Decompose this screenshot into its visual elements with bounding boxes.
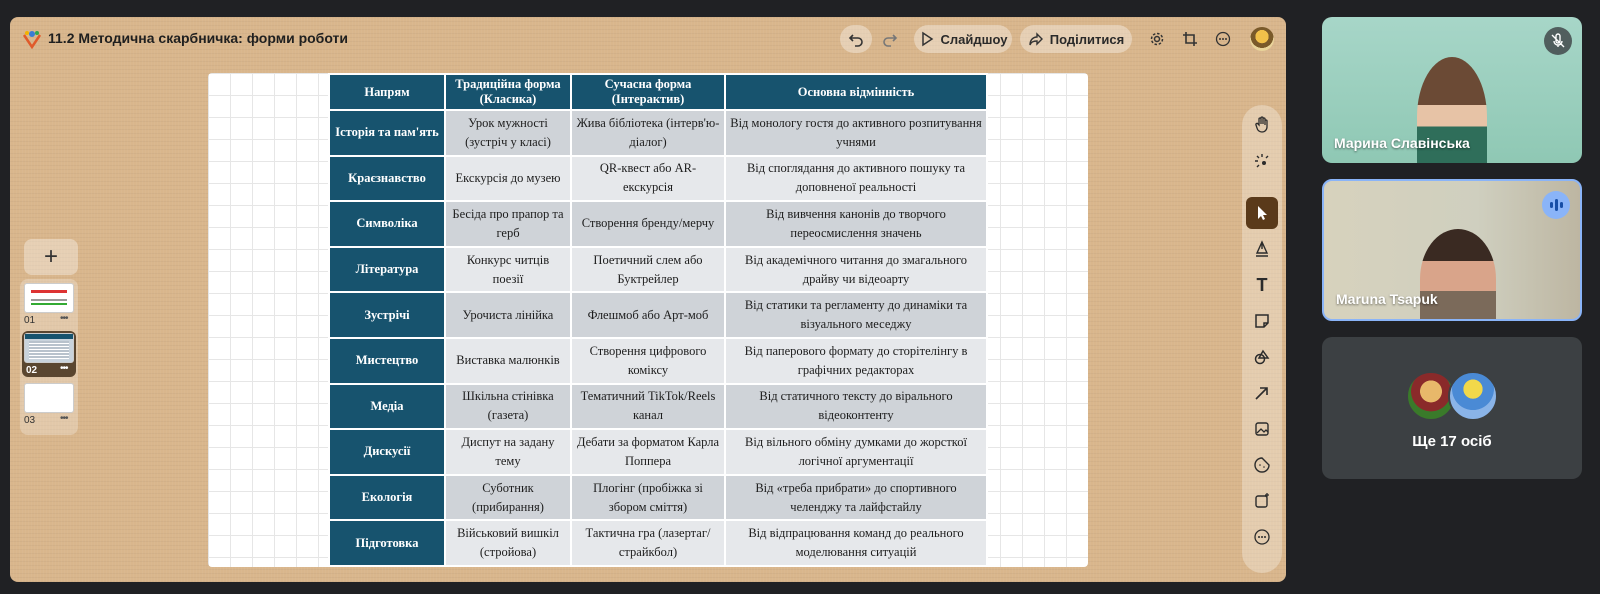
table-row	[329, 429, 987, 475]
laser-tool[interactable]	[1246, 145, 1278, 177]
direction-cell: Медіа	[329, 384, 445, 430]
table-row	[329, 247, 987, 293]
table-cell: Урочиста лінійка	[445, 292, 571, 338]
undo-icon	[848, 31, 864, 47]
table-cell: Дебати за форматом Карла Поппера	[571, 429, 725, 475]
table-row	[329, 201, 987, 247]
forms-table	[328, 73, 988, 567]
table-cell: Від вивчення канонів до творчого переосмислення значень	[725, 201, 987, 247]
table-cell: Тематичний TikTok/Reels канал	[571, 384, 725, 430]
slide-number: 02	[26, 365, 38, 376]
image-icon	[1253, 420, 1271, 438]
slide-number: 01	[24, 315, 36, 326]
slide-menu-icon[interactable]: •••	[60, 313, 68, 324]
participant-avatar	[1448, 371, 1498, 421]
cursor-icon	[1253, 204, 1271, 222]
table-cell: Від статики та регламенту до динаміки та візуального меседжу	[725, 292, 987, 338]
table-cell: Військовий вишкіл (стройова)	[445, 520, 571, 566]
app-logo-icon	[22, 29, 42, 49]
table-row	[329, 475, 987, 521]
magic-image-icon	[1253, 492, 1271, 510]
gear-icon	[1149, 31, 1165, 47]
select-tool[interactable]	[1246, 197, 1278, 229]
play-icon	[919, 31, 935, 47]
slide-thumb-image	[24, 283, 74, 313]
participant-tile-speaking[interactable]	[1322, 179, 1582, 321]
more-tools[interactable]	[1246, 521, 1278, 553]
participant-video	[1420, 229, 1496, 321]
table-row	[329, 110, 987, 156]
titlebar	[10, 17, 1286, 61]
table-header: Основна відмінність	[725, 74, 987, 110]
table-cell: Від споглядання до активного пошуку та доповненої реальності	[725, 156, 987, 202]
table-cell: Шкільна стінівка (газета)	[445, 384, 571, 430]
sticker-tool[interactable]	[1246, 449, 1278, 481]
table-cell: Створення цифрового коміксу	[571, 338, 725, 384]
participant-tile[interactable]	[1322, 17, 1582, 163]
direction-cell: Екологія	[329, 475, 445, 521]
table-cell: Від статичного тексту до вірального відеоконтенту	[725, 384, 987, 430]
direction-cell: Дискусії	[329, 429, 445, 475]
table-cell: Виставка малюнків	[445, 338, 571, 384]
arrow-icon	[1253, 384, 1271, 402]
share-icon	[1028, 31, 1044, 47]
direction-cell: Підготовка	[329, 520, 445, 566]
table-header-row	[329, 74, 987, 110]
table-cell: Тактична гра (лазертаг/страйкбол)	[571, 520, 725, 566]
redo-button[interactable]	[874, 25, 906, 53]
ai-image-tool[interactable]	[1246, 485, 1278, 517]
slideshow-label: Слайдшоу	[940, 31, 1008, 47]
pen-icon	[1253, 240, 1271, 258]
table-cell: Поетичний слем або Буктрейлер	[571, 247, 725, 293]
table-row	[329, 384, 987, 430]
table-cell: Екскурсія до музею	[445, 156, 571, 202]
add-slide-button[interactable]	[24, 239, 78, 275]
slide-menu-icon[interactable]: •••	[60, 413, 68, 424]
sticky-note-icon	[1253, 312, 1271, 330]
share-button[interactable]	[1020, 25, 1132, 53]
tool-bar	[1242, 105, 1282, 573]
participant-name: Марина Славінська	[1334, 135, 1470, 151]
direction-cell: Мистецтво	[329, 338, 445, 384]
shapes-icon	[1253, 348, 1271, 366]
table-cell: Бесіда про прапор та герб	[445, 201, 571, 247]
table-cell: Плогінг (пробіжка зі збором сміття)	[571, 475, 725, 521]
mic-off-icon	[1544, 27, 1572, 55]
slide-thumb-2[interactable]	[22, 331, 76, 377]
more-participants-label: Ще 17 осіб	[1412, 433, 1492, 450]
table-header: Напрям	[329, 74, 445, 110]
settings-button[interactable]	[1143, 25, 1171, 53]
slide-thumb-image	[24, 383, 74, 413]
arrow-tool[interactable]	[1246, 377, 1278, 409]
table-cell: Від відпрацювання команд до реального моделювання ситуацій	[725, 520, 987, 566]
text-icon: T	[1256, 274, 1268, 295]
slide-menu-icon[interactable]: •••	[60, 363, 68, 374]
image-tool[interactable]	[1246, 413, 1278, 445]
participant-name: Maruna Tsapuk	[1336, 291, 1438, 307]
pen-tool[interactable]	[1246, 233, 1278, 265]
table-row	[329, 156, 987, 202]
slide-thumb-image	[24, 333, 74, 363]
direction-cell: Література	[329, 247, 445, 293]
table-cell: Від академічного читання до змагального драйву чи відеоарту	[725, 247, 987, 293]
undo-button[interactable]	[840, 25, 872, 53]
table-cell: Від «треба прибрати» до спортивного челенджу та лайфстайлу	[725, 475, 987, 521]
direction-cell: Зустрічі	[329, 292, 445, 338]
table-cell: Від паперового формату до сторітелінгу в графічних редакторах	[725, 338, 987, 384]
table-cell: Жива бібліотека (інтерв'ю-діалог)	[571, 110, 725, 156]
table-cell: Від вільного обміну думками до жорсткої логічної аргументації	[725, 429, 987, 475]
text-tool[interactable]	[1246, 269, 1278, 301]
user-avatar[interactable]	[1250, 27, 1274, 51]
hand-tool[interactable]	[1246, 109, 1278, 141]
more-options-button[interactable]	[1209, 25, 1237, 53]
more-participants-tile[interactable]	[1322, 337, 1582, 479]
slideshow-button[interactable]	[914, 25, 1012, 53]
direction-cell: Краєзнавство	[329, 156, 445, 202]
direction-cell: Символіка	[329, 201, 445, 247]
table-cell: Диспут на задану тему	[445, 429, 571, 475]
sticky-note-tool[interactable]	[1246, 305, 1278, 337]
crop-button[interactable]	[1176, 25, 1204, 53]
table-cell: Створення бренду/мерчу	[571, 201, 725, 247]
sticker-icon	[1253, 456, 1271, 474]
table-cell: Флешмоб або Арт-моб	[571, 292, 725, 338]
table-cell: QR-квест або AR-екскурсія	[571, 156, 725, 202]
redo-icon	[882, 31, 898, 47]
shapes-tool[interactable]	[1246, 341, 1278, 373]
hand-icon	[1253, 116, 1271, 134]
plus-icon: +	[43, 243, 58, 270]
laser-pointer-icon	[1253, 152, 1271, 170]
table-cell: Від монологу гостя до активного розпитування учнями	[725, 110, 987, 156]
more-icon	[1215, 31, 1231, 47]
direction-cell: Історія та пам'ять	[329, 110, 445, 156]
table-cell: Конкурс читців поезії	[445, 247, 571, 293]
speaking-indicator-icon	[1542, 191, 1570, 219]
slide-canvas[interactable]	[208, 73, 1088, 567]
more-icon	[1253, 528, 1271, 546]
table-row	[329, 520, 987, 566]
table-row	[329, 338, 987, 384]
table-header: Традиційна форма (Класика)	[445, 74, 571, 110]
slide-thumbnails	[20, 279, 78, 435]
share-label: Поділитися	[1049, 31, 1125, 47]
table-row	[329, 292, 987, 338]
slide-number: 03	[24, 415, 36, 426]
table-cell: Урок мужності (зустріч у класі)	[445, 110, 571, 156]
document-title: 11.2 Методична скарбничка: форми роботи	[48, 30, 348, 46]
table-cell: Суботник (прибирання)	[445, 475, 571, 521]
table-header: Сучасна форма (Інтерактив)	[571, 74, 725, 110]
crop-icon	[1182, 31, 1198, 47]
presentation-window	[10, 17, 1286, 582]
